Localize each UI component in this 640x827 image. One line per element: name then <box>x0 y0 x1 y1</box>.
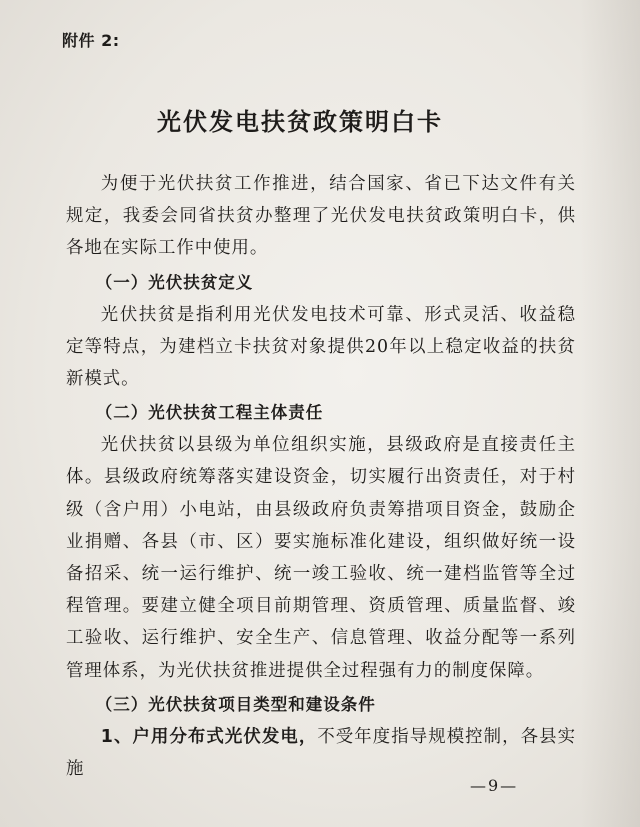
responsibility-paragraph: 光伏扶贫以县级为单位组织实施，县级政府是直接责任主体。县级政府统筹落实建设资金，切实履行出资责任，对于村级（含户用）小电站，由县级政府负责筹措项目资金，鼓励企业捐赠、各县（市、区）要实施标准化建设，组织做好统一设备招采、统一运行维护、统一竣工验收、统一建档监管等全过程管理。要建立健全项目前期管理、资质管理、质量监督、竣工验收、运行维护、安全生产、信息管理、收益分配等一系列管理体系，为光伏扶贫推进提供全过程强有力的制度保障。 <box>66 435 576 681</box>
page-number: —9— <box>470 776 519 795</box>
document-title: 光伏发电扶贫政策明白卡 <box>157 108 443 136</box>
section-heading-responsibility: （二）光伏扶贫工程主体责任 <box>95 403 324 423</box>
intro-paragraph: 为便于光伏扶贫工作推进，结合国家、省已下达文件有关规定，我委会同省扶贫办整理了光伏发电扶贫政策明白卡，供各地在实际工作中使用。 <box>66 174 576 259</box>
item1-lead: 1、户用分布式光伏发电， <box>100 726 318 747</box>
document-body <box>66 168 576 785</box>
attachment-label: 附件 2: <box>62 31 120 50</box>
section-heading-definition: （一）光伏扶贫定义 <box>95 272 254 292</box>
item1-rest: 不受年度指导规模控制，各县实施 <box>66 726 576 780</box>
section-heading-project-types: （三）光伏扶贫项目类型和建设条件 <box>95 694 376 714</box>
definition-paragraph: 光伏扶贫是指利用光伏发电技术可靠、形式灵活、收益稳定等特点，为建档立卡扶贫对象提供20年以上稳定收益的扶贫新模式。 <box>66 304 576 390</box>
